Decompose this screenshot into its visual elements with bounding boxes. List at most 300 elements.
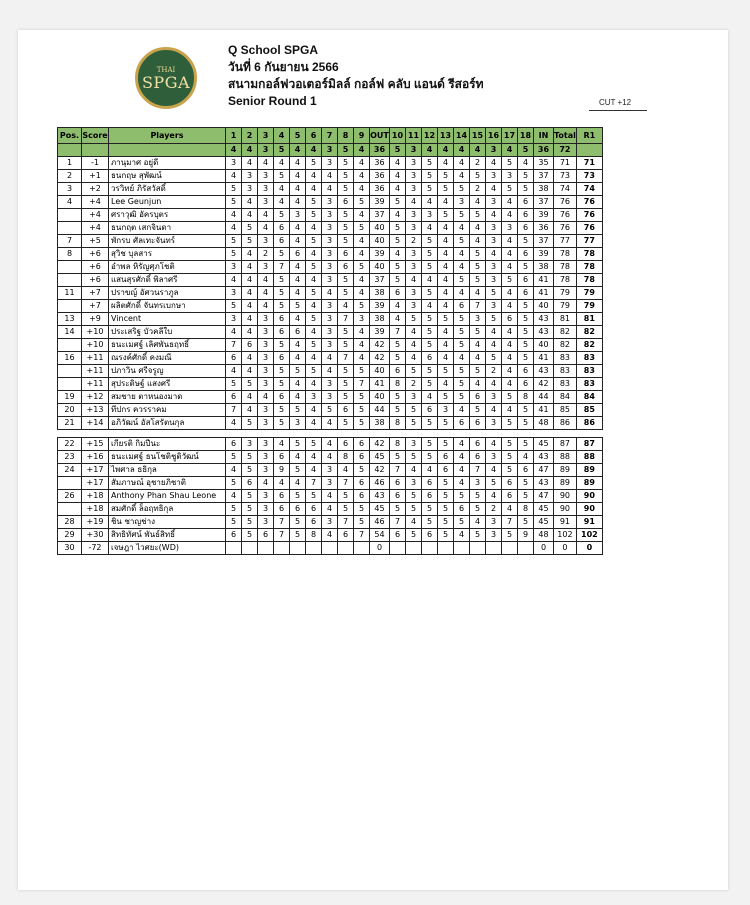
column-header: 13 bbox=[438, 128, 454, 144]
hole-score-cell: 5 bbox=[406, 490, 422, 503]
hole-score-cell: 5 bbox=[438, 365, 454, 378]
hole-score-cell: 4 bbox=[354, 352, 370, 365]
hole-score-cell bbox=[502, 542, 518, 555]
hole-score-cell: 5 bbox=[454, 209, 470, 222]
hole-score-cell: 4 bbox=[306, 326, 322, 339]
hole-score-cell: 5 bbox=[226, 477, 242, 490]
hole-score-cell: 3 bbox=[486, 300, 502, 313]
hole-score-cell: 3 bbox=[226, 287, 242, 300]
player-name-cell: เกียรติ กิมปีนะ bbox=[109, 438, 226, 451]
hole-score-cell: 40 bbox=[370, 365, 390, 378]
hole-score-cell: 4 bbox=[274, 183, 290, 196]
player-name-cell: พักรบ ศัลเทะจันทร์ bbox=[109, 235, 226, 248]
hole-score-cell: 54 bbox=[370, 529, 390, 542]
hole-score-cell: 6 bbox=[338, 248, 354, 261]
hole-score-cell: 5 bbox=[422, 365, 438, 378]
hole-score-cell bbox=[390, 542, 406, 555]
hole-score-cell: 3 bbox=[486, 451, 502, 464]
hole-score-cell: 5 bbox=[322, 404, 338, 417]
hole-score-cell: 3 bbox=[486, 222, 502, 235]
event-title: Q School SPGA bbox=[228, 43, 319, 57]
hole-score-cell: 6 bbox=[518, 365, 534, 378]
hole-score-cell: 5 bbox=[274, 404, 290, 417]
hole-score-cell: 3 bbox=[258, 417, 274, 430]
par-value: 4 bbox=[226, 144, 242, 157]
hole-score-cell: 3 bbox=[322, 378, 338, 391]
hole-score-cell: 4 bbox=[470, 378, 486, 391]
hole-score-cell: 43 bbox=[534, 326, 554, 339]
hole-score-cell: 4 bbox=[390, 248, 406, 261]
hole-score-cell: 5 bbox=[390, 235, 406, 248]
hole-score-cell: 44 bbox=[534, 391, 554, 404]
player-name-cell: สมชาย ตาหนองมาด bbox=[109, 391, 226, 404]
hole-score-cell: 5 bbox=[354, 464, 370, 477]
hole-score-cell: 41 bbox=[370, 378, 390, 391]
hole-score-cell: 5 bbox=[502, 451, 518, 464]
hole-score-cell: 4 bbox=[354, 339, 370, 352]
score-to-par-cell: +10 bbox=[82, 339, 109, 352]
hole-score-cell: 41 bbox=[534, 404, 554, 417]
hole-score-cell: 0 bbox=[554, 542, 577, 555]
hole-score-cell: 3 bbox=[406, 477, 422, 490]
position-cell: 3 bbox=[58, 183, 82, 196]
hole-score-cell: 6 bbox=[274, 222, 290, 235]
hole-score-cell: 36 bbox=[534, 222, 554, 235]
hole-score-cell: 3 bbox=[258, 352, 274, 365]
hole-score-cell: 7 bbox=[274, 529, 290, 542]
hole-score-cell: 4 bbox=[290, 352, 306, 365]
hole-score-cell: 4 bbox=[454, 404, 470, 417]
hole-score-cell: 47 bbox=[534, 464, 554, 477]
hole-score-cell: 5 bbox=[274, 417, 290, 430]
score-to-par-cell: +4 bbox=[82, 196, 109, 209]
score-to-par-cell: +7 bbox=[82, 287, 109, 300]
hole-score-cell: 5 bbox=[518, 490, 534, 503]
hole-score-cell: 5 bbox=[226, 248, 242, 261]
hole-score-cell: 7 bbox=[354, 378, 370, 391]
hole-score-cell: 5 bbox=[438, 417, 454, 430]
hole-score-cell: 6 bbox=[422, 490, 438, 503]
hole-score-cell: 4 bbox=[274, 196, 290, 209]
hole-score-cell: 4 bbox=[306, 417, 322, 430]
hole-score-cell: 36 bbox=[370, 157, 390, 170]
player-name-cell: อำพล หิรัญศุภโชติ bbox=[109, 261, 226, 274]
hole-score-cell: 7 bbox=[338, 477, 354, 490]
par-value: 5 bbox=[518, 144, 534, 157]
hole-score-cell: 39 bbox=[370, 300, 390, 313]
hole-score-cell: 76 bbox=[576, 222, 602, 235]
hole-score-cell: 77 bbox=[554, 235, 577, 248]
hole-score-cell: 4 bbox=[454, 248, 470, 261]
hole-score-cell: 5 bbox=[438, 529, 454, 542]
hole-score-cell: 2 bbox=[258, 248, 274, 261]
hole-score-cell bbox=[322, 542, 338, 555]
hole-score-cell: 4 bbox=[322, 287, 338, 300]
hole-score-cell: 5 bbox=[274, 378, 290, 391]
hole-score-cell: 4 bbox=[306, 464, 322, 477]
hole-score-cell: 3 bbox=[322, 248, 338, 261]
hole-score-cell: 3 bbox=[258, 404, 274, 417]
position-cell: 23 bbox=[58, 451, 82, 464]
hole-score-cell: 3 bbox=[258, 183, 274, 196]
hole-score-cell: 5 bbox=[518, 339, 534, 352]
table-row bbox=[58, 417, 603, 430]
hole-score-cell: 5 bbox=[390, 222, 406, 235]
column-header: 1 bbox=[226, 128, 242, 144]
hole-score-cell: 89 bbox=[576, 477, 602, 490]
hole-score-cell: 5 bbox=[242, 417, 258, 430]
hole-score-cell: 6 bbox=[518, 274, 534, 287]
hole-score-cell: 4 bbox=[322, 490, 338, 503]
table-row bbox=[58, 529, 603, 542]
hole-score-cell: 6 bbox=[518, 248, 534, 261]
score-to-par-cell: +11 bbox=[82, 352, 109, 365]
hole-score-cell: 6 bbox=[470, 417, 486, 430]
hole-score-cell: 36 bbox=[370, 170, 390, 183]
hole-score-cell: 0 bbox=[534, 542, 554, 555]
hole-score-cell: 78 bbox=[554, 274, 577, 287]
hole-score-cell: 4 bbox=[470, 352, 486, 365]
hole-score-cell: 5 bbox=[518, 261, 534, 274]
hole-score-cell: 5 bbox=[518, 170, 534, 183]
hole-score-cell: 5 bbox=[438, 170, 454, 183]
hole-score-cell: 38 bbox=[534, 261, 554, 274]
hole-score-cell: 5 bbox=[470, 209, 486, 222]
hole-score-cell: 45 bbox=[534, 438, 554, 451]
table-row bbox=[58, 378, 603, 391]
table-row bbox=[58, 170, 603, 183]
hole-score-cell: 5 bbox=[354, 391, 370, 404]
column-header: 14 bbox=[454, 128, 470, 144]
hole-score-cell: 5 bbox=[290, 490, 306, 503]
position-cell bbox=[58, 503, 82, 516]
hole-score-cell: 5 bbox=[306, 287, 322, 300]
hole-score-cell: 83 bbox=[554, 365, 577, 378]
hole-score-cell: 3 bbox=[406, 157, 422, 170]
hole-score-cell: 7 bbox=[354, 529, 370, 542]
hole-score-cell: 4 bbox=[470, 196, 486, 209]
position-cell: 19 bbox=[58, 391, 82, 404]
player-name-cell: ทีปกร ควรราคม bbox=[109, 404, 226, 417]
hole-score-cell: 4 bbox=[258, 274, 274, 287]
position-cell bbox=[58, 274, 82, 287]
par-value: 3 bbox=[406, 144, 422, 157]
hole-score-cell: 4 bbox=[354, 170, 370, 183]
hole-score-cell: 90 bbox=[554, 490, 577, 503]
hole-score-cell bbox=[354, 542, 370, 555]
hole-score-cell: 3 bbox=[406, 261, 422, 274]
hole-score-cell: 3 bbox=[322, 300, 338, 313]
hole-score-cell: 78 bbox=[554, 261, 577, 274]
position-cell bbox=[58, 378, 82, 391]
table-row bbox=[58, 542, 603, 555]
hole-score-cell: 4 bbox=[258, 477, 274, 490]
hole-score-cell: 5 bbox=[470, 274, 486, 287]
hole-score-cell: 5 bbox=[338, 222, 354, 235]
hole-score-cell: 5 bbox=[406, 365, 422, 378]
cut-underline bbox=[589, 110, 647, 111]
hole-score-cell: 6 bbox=[338, 438, 354, 451]
leaderboard-table bbox=[57, 127, 603, 555]
hole-score-cell bbox=[422, 542, 438, 555]
hole-score-cell: 5 bbox=[306, 438, 322, 451]
score-to-par-cell: +6 bbox=[82, 261, 109, 274]
hole-score-cell: 5 bbox=[338, 490, 354, 503]
hole-score-cell: 4 bbox=[258, 391, 274, 404]
hole-score-cell: 3 bbox=[486, 417, 502, 430]
par-value: 36 bbox=[534, 144, 554, 157]
hole-score-cell: 4 bbox=[486, 209, 502, 222]
hole-score-cell: 3 bbox=[226, 157, 242, 170]
hole-score-cell: 8 bbox=[338, 451, 354, 464]
hole-score-cell: 45 bbox=[370, 503, 390, 516]
hole-score-cell: 86 bbox=[554, 417, 577, 430]
par-value: 4 bbox=[470, 144, 486, 157]
hole-score-cell: 4 bbox=[290, 170, 306, 183]
hole-score-cell: 78 bbox=[576, 261, 602, 274]
hole-score-cell: 4 bbox=[290, 287, 306, 300]
hole-score-cell: 6 bbox=[274, 352, 290, 365]
hole-score-cell: 6 bbox=[390, 490, 406, 503]
hole-score-cell: 5 bbox=[502, 438, 518, 451]
hole-score-cell bbox=[306, 542, 322, 555]
player-name-cell: ปภาวิน ศรีจรูญ bbox=[109, 365, 226, 378]
hole-score-cell: 6 bbox=[470, 391, 486, 404]
hole-score-cell: 4 bbox=[502, 352, 518, 365]
hole-score-cell: 3 bbox=[322, 391, 338, 404]
hole-score-cell: 41 bbox=[534, 274, 554, 287]
hole-score-cell: 6 bbox=[390, 529, 406, 542]
hole-score-cell: 81 bbox=[554, 313, 577, 326]
hole-score-cell: 0 bbox=[576, 542, 602, 555]
hole-score-cell: 82 bbox=[554, 326, 577, 339]
hole-score-cell: 3 bbox=[406, 391, 422, 404]
hole-score-cell: 5 bbox=[306, 261, 322, 274]
player-name-cell: สมศักดิ์ ล็อฤทธิกุล bbox=[109, 503, 226, 516]
par-value: 5 bbox=[274, 144, 290, 157]
hole-score-cell: 4 bbox=[438, 222, 454, 235]
hole-score-cell: 6 bbox=[274, 391, 290, 404]
hole-score-cell: 3 bbox=[438, 404, 454, 417]
hole-score-cell: 5 bbox=[454, 326, 470, 339]
hole-score-cell: 3 bbox=[322, 339, 338, 352]
hole-score-cell: 5 bbox=[422, 339, 438, 352]
hole-score-cell: 6 bbox=[226, 391, 242, 404]
hole-score-cell: 45 bbox=[370, 451, 390, 464]
report-header bbox=[228, 42, 484, 110]
hole-score-cell: 4 bbox=[422, 274, 438, 287]
column-header: 4 bbox=[274, 128, 290, 144]
hole-score-cell: 5 bbox=[422, 157, 438, 170]
hole-score-cell: 5 bbox=[290, 529, 306, 542]
event-venue: สนามกอล์ฟวอเตอร์มิลล์ กอล์ฟ คลับ แอนด์ รีสอร์ท bbox=[228, 77, 484, 91]
hole-score-cell: 4 bbox=[290, 451, 306, 464]
hole-score-cell: 6 bbox=[274, 326, 290, 339]
score-to-par-cell: +15 bbox=[82, 438, 109, 451]
hole-score-cell: 4 bbox=[486, 326, 502, 339]
hole-score-cell: 4 bbox=[306, 274, 322, 287]
hole-score-cell: 5 bbox=[242, 516, 258, 529]
hole-score-cell: 3 bbox=[406, 183, 422, 196]
hole-score-cell: 4 bbox=[438, 287, 454, 300]
hole-score-cell: 3 bbox=[258, 365, 274, 378]
hole-score-cell: 37 bbox=[534, 235, 554, 248]
hole-score-cell: 74 bbox=[576, 183, 602, 196]
hole-score-cell: 41 bbox=[534, 287, 554, 300]
hole-score-cell: 5 bbox=[274, 274, 290, 287]
hole-score-cell: 4 bbox=[242, 391, 258, 404]
hole-score-cell: 47 bbox=[534, 490, 554, 503]
hole-score-cell: 5 bbox=[502, 274, 518, 287]
hole-score-cell: 4 bbox=[438, 339, 454, 352]
score-to-par-cell: +14 bbox=[82, 417, 109, 430]
hole-score-cell: 3 bbox=[242, 170, 258, 183]
hole-score-cell: 5 bbox=[438, 438, 454, 451]
hole-score-cell: 5 bbox=[338, 209, 354, 222]
hole-score-cell: 5 bbox=[354, 417, 370, 430]
hole-score-cell: 2 bbox=[406, 378, 422, 391]
hole-score-cell: 6 bbox=[274, 490, 290, 503]
hole-score-cell: 89 bbox=[554, 464, 577, 477]
hole-score-cell: 5 bbox=[338, 157, 354, 170]
hole-score-cell: 4 bbox=[226, 326, 242, 339]
hole-score-cell: 4 bbox=[290, 339, 306, 352]
hole-score-cell: 5 bbox=[406, 451, 422, 464]
hole-score-cell: 5 bbox=[354, 222, 370, 235]
hole-score-cell: 6 bbox=[226, 529, 242, 542]
par-value: 3 bbox=[486, 144, 502, 157]
score-to-par-cell: +1 bbox=[82, 170, 109, 183]
hole-score-cell: 5 bbox=[422, 287, 438, 300]
hole-score-cell: 5 bbox=[306, 196, 322, 209]
position-cell: 1 bbox=[58, 157, 82, 170]
hole-score-cell: 6 bbox=[454, 300, 470, 313]
hole-score-cell: 5 bbox=[338, 183, 354, 196]
par-spacer bbox=[576, 144, 602, 157]
hole-score-cell: 5 bbox=[338, 339, 354, 352]
position-cell: 28 bbox=[58, 516, 82, 529]
hole-score-cell: 5 bbox=[406, 417, 422, 430]
hole-score-cell: 4 bbox=[242, 196, 258, 209]
position-cell bbox=[58, 261, 82, 274]
score-to-par-cell: +6 bbox=[82, 274, 109, 287]
par-value: 72 bbox=[554, 144, 577, 157]
hole-score-cell: 5 bbox=[338, 417, 354, 430]
hole-score-cell: 5 bbox=[438, 183, 454, 196]
table-row bbox=[58, 490, 603, 503]
hole-score-cell: 4 bbox=[258, 287, 274, 300]
par-value: 4 bbox=[290, 144, 306, 157]
hole-score-cell: 82 bbox=[576, 339, 602, 352]
hole-score-cell: 6 bbox=[518, 464, 534, 477]
player-name-cell: ประเสริฐ บัวคลีใบ bbox=[109, 326, 226, 339]
hole-score-cell: 6 bbox=[274, 313, 290, 326]
table-row bbox=[58, 274, 603, 287]
hole-score-cell: 6 bbox=[502, 490, 518, 503]
score-to-par-cell: +19 bbox=[82, 516, 109, 529]
hole-score-cell: 5 bbox=[470, 261, 486, 274]
hole-score-cell: 4 bbox=[354, 274, 370, 287]
table-row bbox=[58, 391, 603, 404]
hole-score-cell: 6 bbox=[226, 438, 242, 451]
hole-score-cell: 3 bbox=[502, 222, 518, 235]
hole-score-cell: 4 bbox=[454, 451, 470, 464]
hole-score-cell: 4 bbox=[354, 183, 370, 196]
hole-score-cell: 3 bbox=[258, 196, 274, 209]
hole-score-cell: 6 bbox=[290, 326, 306, 339]
hole-score-cell: 4 bbox=[290, 222, 306, 235]
hole-score-cell: 4 bbox=[470, 235, 486, 248]
position-cell bbox=[58, 222, 82, 235]
hole-score-cell: 6 bbox=[226, 352, 242, 365]
hole-score-cell: 3 bbox=[306, 391, 322, 404]
table-row bbox=[58, 438, 603, 451]
hole-score-cell: 5 bbox=[422, 170, 438, 183]
hole-score-cell bbox=[454, 542, 470, 555]
hole-score-cell bbox=[470, 542, 486, 555]
hole-score-cell: 6 bbox=[518, 209, 534, 222]
hole-score-cell: 5 bbox=[470, 490, 486, 503]
hole-score-cell: 3 bbox=[322, 313, 338, 326]
hole-score-cell: 4 bbox=[290, 157, 306, 170]
position-cell: 29 bbox=[58, 529, 82, 542]
hole-score-cell: 4 bbox=[226, 170, 242, 183]
hole-score-cell: 3 bbox=[226, 261, 242, 274]
hole-score-cell: 4 bbox=[226, 209, 242, 222]
hole-score-cell: 5 bbox=[502, 183, 518, 196]
hole-score-cell: 3 bbox=[258, 438, 274, 451]
hole-score-cell: 4 bbox=[502, 248, 518, 261]
hole-score-cell: 5 bbox=[306, 157, 322, 170]
score-to-par-cell: +12 bbox=[82, 391, 109, 404]
hole-score-cell: 5 bbox=[454, 339, 470, 352]
hole-score-cell: 5 bbox=[422, 378, 438, 391]
player-name-cell: Vincent bbox=[109, 313, 226, 326]
hole-score-cell: 3 bbox=[502, 170, 518, 183]
hole-score-cell: 5 bbox=[306, 339, 322, 352]
hole-score-cell: 4 bbox=[274, 477, 290, 490]
hole-score-cell: 5 bbox=[338, 170, 354, 183]
hole-score-cell: 8 bbox=[390, 438, 406, 451]
hole-score-cell: 6 bbox=[242, 477, 258, 490]
hole-score-cell: 90 bbox=[576, 490, 602, 503]
hole-score-cell: 5 bbox=[338, 274, 354, 287]
hole-score-cell: 5 bbox=[486, 352, 502, 365]
hole-score-cell: 4 bbox=[322, 183, 338, 196]
hole-score-cell: 45 bbox=[534, 516, 554, 529]
player-name-cell: ธนกฤษ สุพัฒน์ bbox=[109, 170, 226, 183]
hole-score-cell: 4 bbox=[354, 287, 370, 300]
hole-score-cell: 4 bbox=[258, 300, 274, 313]
column-header: 9 bbox=[354, 128, 370, 144]
hole-score-cell: 4 bbox=[290, 313, 306, 326]
hole-score-cell: 4 bbox=[438, 235, 454, 248]
header-row bbox=[58, 128, 603, 144]
hole-score-cell: 4 bbox=[242, 365, 258, 378]
hole-score-cell: 4 bbox=[422, 196, 438, 209]
hole-score-cell: 5 bbox=[290, 300, 306, 313]
hole-score-cell: 4 bbox=[306, 222, 322, 235]
table-row bbox=[58, 339, 603, 352]
hole-score-cell: 45 bbox=[534, 503, 554, 516]
hole-score-cell: 3 bbox=[486, 196, 502, 209]
hole-score-cell: 5 bbox=[422, 235, 438, 248]
hole-score-cell: 74 bbox=[554, 183, 577, 196]
table-row bbox=[58, 313, 603, 326]
hole-score-cell: 5 bbox=[470, 529, 486, 542]
player-name-cell: ธนะเมศฐ์ ธนโชติชูติวัฒน์ bbox=[109, 451, 226, 464]
hole-score-cell: 6 bbox=[338, 529, 354, 542]
